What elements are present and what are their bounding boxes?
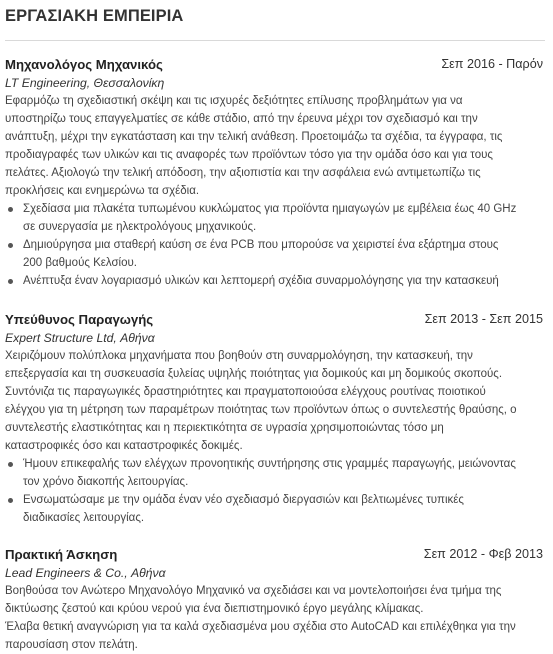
job-description bbox=[5, 582, 545, 654]
achievement-line: Ήμουν επικεφαλής των ελέγχων προνοητικής συντήρησης στις γραμμές παραγωγής, μειώνοντας bbox=[23, 458, 516, 470]
description-line: προκλήσεις και ενημερώνω τα σχέδια. bbox=[5, 185, 200, 197]
bullet-icon bbox=[8, 462, 13, 467]
achievement-line: σε συνεργασία με ηλεκτρολόγους μηχανικούς. bbox=[23, 221, 257, 233]
description-line: πελάτες. Αξιολογώ την τελική απόδοση, την αξιοπιστία και την ασφάλεια ενώ αντιμετωπίζω τις bbox=[5, 167, 481, 179]
description-line: προδιαγραφές των υλικών και τις αναφορές των προϊόντων τόσο για την ομάδα όσο και για τους bbox=[5, 149, 493, 161]
bullet-icon bbox=[8, 243, 13, 248]
job-company: Lead Engineers & Co., Αθήνα bbox=[5, 566, 166, 580]
job-company: LT Engineering, Θεσσαλονίκη bbox=[5, 76, 165, 90]
description-line: επεξεργασία και τη συσκευασία ξυλείας υψηλής ποιότητας για δομικούς και μη δομικούς σκοπούς. bbox=[5, 368, 503, 380]
description-line: ανάπτυξη, μέχρι την εγκατάσταση και την τελική ανάθεση. Προετοιμάζω τα σχέδια, τα έγγραφα, τις bbox=[5, 131, 503, 143]
job-title: Υπεύθυνος Παραγωγής bbox=[5, 312, 154, 327]
description-line: δικτύωσης ζεστού και κρύου νερού για ένα διεπιστημονικό έργο μεγάλης κλίμακας. bbox=[5, 603, 424, 615]
description-line: Εφαρμόζω τη σχεδιαστική σκέψη και τις ισχυρές δεξιότητες επίλυσης προβλημάτων για να bbox=[5, 95, 463, 107]
achievement-line: Ανέπτυξα έναν λογαριασμό υλικών και λεπτομερή σχέδια συναρμολόγησης για την κατασκευή bbox=[23, 275, 499, 287]
section-title: ΕΡΓΑΣΙΑΚΗ ΕΜΠΕΙΡΙΑ bbox=[5, 7, 184, 25]
description-line: Συντόνιζα τις παραγωγικές δραστηριότητες και πραγματοποιούσα ελέγχους ρουτίνας ποιοτικού bbox=[5, 386, 486, 398]
section-divider bbox=[5, 40, 545, 41]
achievement-item bbox=[5, 236, 545, 272]
job-dates: Σεπ 2012 - Φεβ 2013 bbox=[423, 547, 543, 561]
description-line: υποστηρίζω τους επαγγελματίες σε κάθε στάδιο, από την έρευνα μέχρι τον σχεδιασμό και την bbox=[5, 113, 478, 125]
bullet-icon bbox=[8, 207, 13, 212]
job-header bbox=[5, 312, 545, 330]
job-achievements bbox=[5, 455, 545, 527]
achievement-line: τον χρόνο διακοπής λειτουργίας. bbox=[23, 476, 189, 488]
achievement-item bbox=[5, 272, 545, 290]
bullet-icon bbox=[8, 498, 13, 503]
description-line: συντελεστής ελαστικότητας και η περιεκτικότητα σε υγρασία χρησιμοποιώντας τόσο μη bbox=[5, 422, 444, 434]
job-header bbox=[5, 547, 545, 565]
job-achievements bbox=[5, 200, 545, 290]
job-entry-1 bbox=[5, 57, 545, 290]
achievement-item bbox=[5, 491, 545, 527]
job-company: Expert Structure Ltd, Αθήνα bbox=[5, 331, 155, 345]
job-description bbox=[5, 347, 545, 455]
achievement-line: διαδικασίες λειτουργίας. bbox=[23, 512, 145, 524]
description-line: παρουσίαση στον πελάτη. bbox=[5, 639, 138, 651]
job-entry-3 bbox=[5, 547, 545, 654]
job-dates: Σεπ 2016 - Παρόν bbox=[441, 57, 543, 71]
job-description bbox=[5, 92, 545, 200]
description-line: ελέγχου για τη μέτρηση των παραμέτρων ποιότητας των προϊόντων όπως ο συντελεστής θραύσης, ο bbox=[5, 404, 517, 416]
job-dates: Σεπ 2013 - Σεπ 2015 bbox=[424, 312, 543, 326]
description-line: Βοηθούσα τον Ανώτερο Μηχανολόγο Μηχανικό να σχεδιάσει και να μοντελοποιήσει ένα τμήμα της bbox=[5, 585, 502, 597]
job-entry-2 bbox=[5, 312, 545, 527]
description-line: Χειριζόμουν πολύπλοκα μηχανήματα που βοηθούν στη συναρμολόγηση, την κατασκευή, την bbox=[5, 350, 473, 362]
achievement-line: Σχεδίασα μια πλακέτα τυπωμένου κυκλώματος για προϊόντα ημιαγωγών με εμβέλεια έως 40 GHz bbox=[23, 203, 517, 215]
description-line: Έλαβα θετική αναγνώριση για τα καλά σχεδιασμένα μου σχέδια στο AutoCAD και επιλέχθηκα για την bbox=[5, 621, 516, 633]
achievement-line: Ενσωματώσαμε με την ομάδα έναν νέο σχεδιασμό διεργασιών και βελτιωμένες τυπικές bbox=[23, 494, 464, 506]
description-line: καταστροφικές όσο και καταστροφικές δοκιμές. bbox=[5, 440, 243, 452]
achievement-line: 200 βαθμούς Κελσίου. bbox=[23, 257, 137, 269]
achievement-item bbox=[5, 455, 545, 491]
job-title: Πρακτική Άσκηση bbox=[5, 547, 118, 562]
job-title: Μηχανολόγος Μηχανικός bbox=[5, 57, 163, 72]
achievement-line: Δημιούργησα μια σταθερή καύση σε ένα PCB που μπορούσε να χειριστεί ένα εξάρτημα στους bbox=[23, 239, 499, 251]
bullet-icon bbox=[8, 279, 13, 284]
job-header bbox=[5, 57, 545, 75]
achievement-item bbox=[5, 200, 545, 236]
